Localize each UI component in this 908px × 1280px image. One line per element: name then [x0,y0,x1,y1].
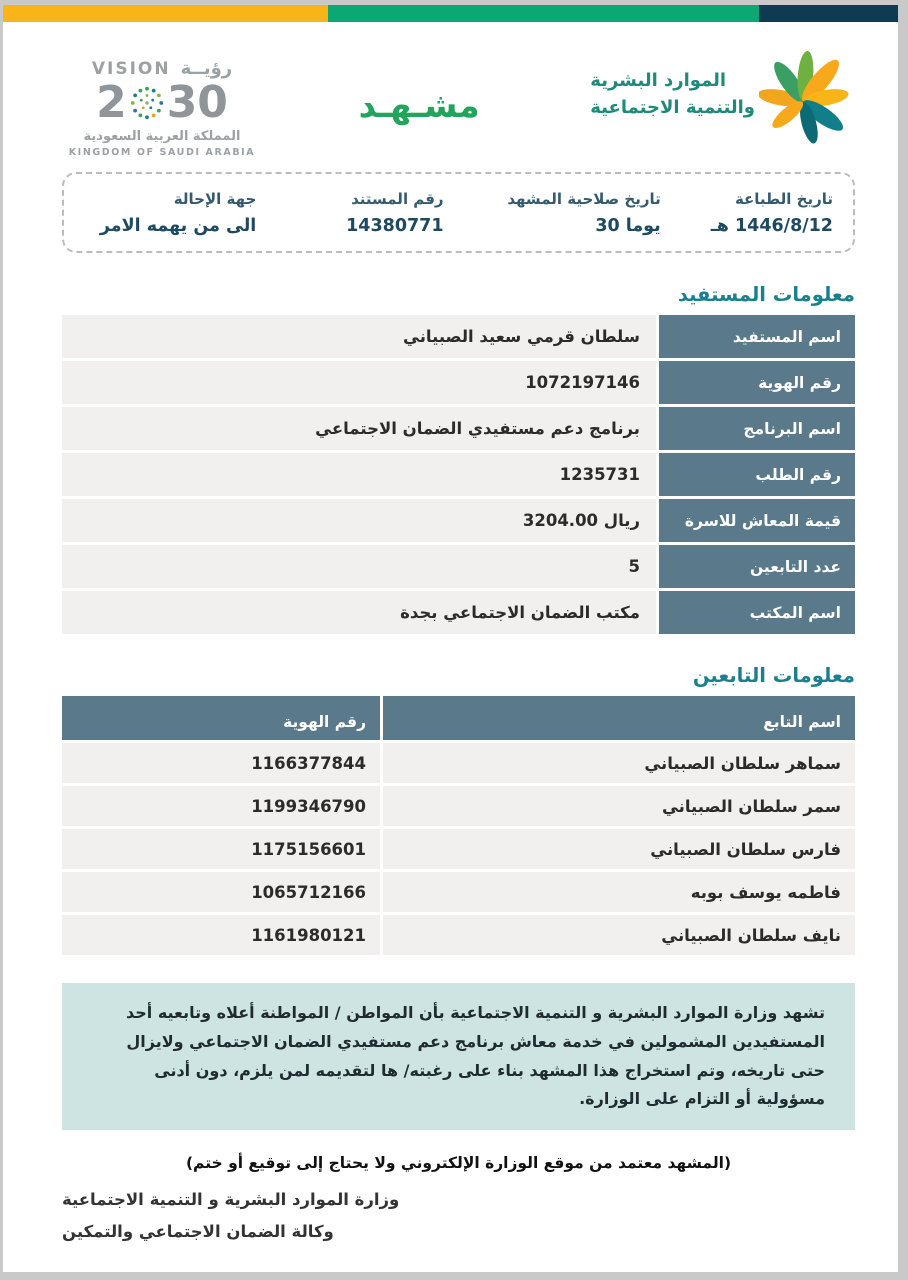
ministry-name [590,67,755,121]
ministry-name-line1: الموارد البشرية [590,70,727,91]
document-page [3,5,898,1272]
meta-value: 1446/8/12 هـ [710,216,833,236]
ministry-name-line2: والتنمية الاجتماعية [590,97,755,118]
table-row [62,407,855,450]
table-row [62,786,855,826]
table-row [62,829,855,869]
meta-field-referral [84,190,256,236]
row-label: اسم المكتب [659,591,855,634]
dependent-id: 1166377844 [62,743,380,783]
row-label: اسم المستفيد [659,315,855,358]
document-header [62,44,855,158]
table-row [62,315,855,358]
meta-label: جهة الإحالة [173,190,257,208]
meta-value: 14380771 [346,216,444,236]
table-row [62,453,855,496]
vision-wordmark [62,58,262,79]
meta-field-validity [444,190,661,236]
dependent-id: 1161980121 [62,915,380,955]
kingdom-name-en: KINGDOM OF SAUDI ARABIA [68,147,256,158]
meta-value: 30 يوما [595,216,661,236]
table-row [62,743,855,783]
meta-label: تاريخ صلاحية المشهد [507,190,661,208]
vision-en-label: VISION [91,58,171,79]
document-content [3,44,898,1249]
ministry-starburst-icon [759,44,855,144]
row-label: اسم البرنامج [659,407,855,450]
meta-field-document-number [256,190,443,236]
beneficiary-table [62,315,855,634]
bar-segment-green [328,5,759,22]
vision-digit-30: 30 [166,77,228,128]
dependent-id: 1175156601 [62,829,380,869]
meta-field-print-date [661,190,833,236]
vision-ar-label: رؤيــة [180,58,233,79]
vision-digit-2: 2 [96,77,127,128]
dependents-table [62,696,855,955]
dependent-name: فاطمه يوسف بوبه [383,872,855,912]
row-label: قيمة المعاش للاسرة [659,499,855,542]
dependent-name: فارس سلطان الصبياني [383,829,855,869]
vision-2030-numerals [62,77,262,128]
document-footer [62,1184,855,1248]
footer-ministry-line: وزارة الموارد البشرية و التنمية الاجتماعية [62,1190,400,1210]
dependent-id: 1199346790 [62,786,380,826]
document-meta-strip [62,172,855,253]
dependents-section-title: معلومات التابعين [692,664,855,687]
beneficiary-section-title: معلومات المستفيد [677,283,855,306]
row-value: 3204.00 ريال [62,499,656,542]
footer-agency-line: وكالة الضمان الاجتماعي والتمكين [62,1222,334,1242]
ministry-logo [576,44,855,144]
column-header-name: اسم التابع [383,696,855,740]
table-row [62,591,855,634]
table-row [62,499,855,542]
table-row [62,872,855,912]
row-value: سلطان قرمي سعيد الصبياني [62,315,656,358]
column-header-id: رقم الهوية [62,696,380,740]
bar-segment-yellow [3,5,328,22]
dependents-header-row [62,696,855,740]
bar-segment-navy [759,5,898,22]
meta-label: تاريخ الطباعة [734,190,833,208]
meta-label: رقم المستند [351,190,444,208]
page-title: مشـهـد [358,86,480,126]
vision-2030-emblem-icon [128,84,166,122]
row-value: 1072197146 [62,361,656,404]
row-label: رقم الطلب [659,453,855,496]
kingdom-name-ar: المملكة العربية السعودية [83,129,241,144]
dependent-name: نايف سلطان الصبياني [383,915,855,955]
table-row [62,915,855,955]
table-row [62,545,855,588]
dependent-id: 1065712166 [62,872,380,912]
attestation-statement: تشهد وزارة الموارد البشرية و التنمية الاجتماعية بأن المواطن / المواطنة أعلاه وتابعيه أحد المستفيدين المشمولين في خدمة معاش برنامج دعم مستفيدي الضمان الاجتماعي ولايزال حتى تاريخه، وتم استخراج هذا المشهد بناء على رغبته/ ها لتقديمه لمن يلزم، دون أدنى مسؤولية أو التزام على الوزارة. [62,983,855,1130]
row-label: رقم الهوية [659,361,855,404]
dependent-name: سماهر سلطان الصبياني [383,743,855,783]
meta-value: الى من يهمه الامر [99,216,257,236]
brand-color-bar [3,5,898,22]
row-value: برنامج دعم مستفيدي الضمان الاجتماعي [62,407,656,450]
dependent-name: سمر سلطان الصبياني [383,786,855,826]
approval-note: (المشهد معتمد من موقع الوزارة الإلكتروني ولا يحتاج إلى توقيع أو ختم) [185,1154,732,1173]
row-label: عدد التابعين [659,545,855,588]
row-value: مكتب الضمان الاجتماعي بجدة [62,591,656,634]
vision-2030-logo [62,58,262,158]
row-value: 5 [62,545,656,588]
table-row [62,361,855,404]
row-value: 1235731 [62,453,656,496]
